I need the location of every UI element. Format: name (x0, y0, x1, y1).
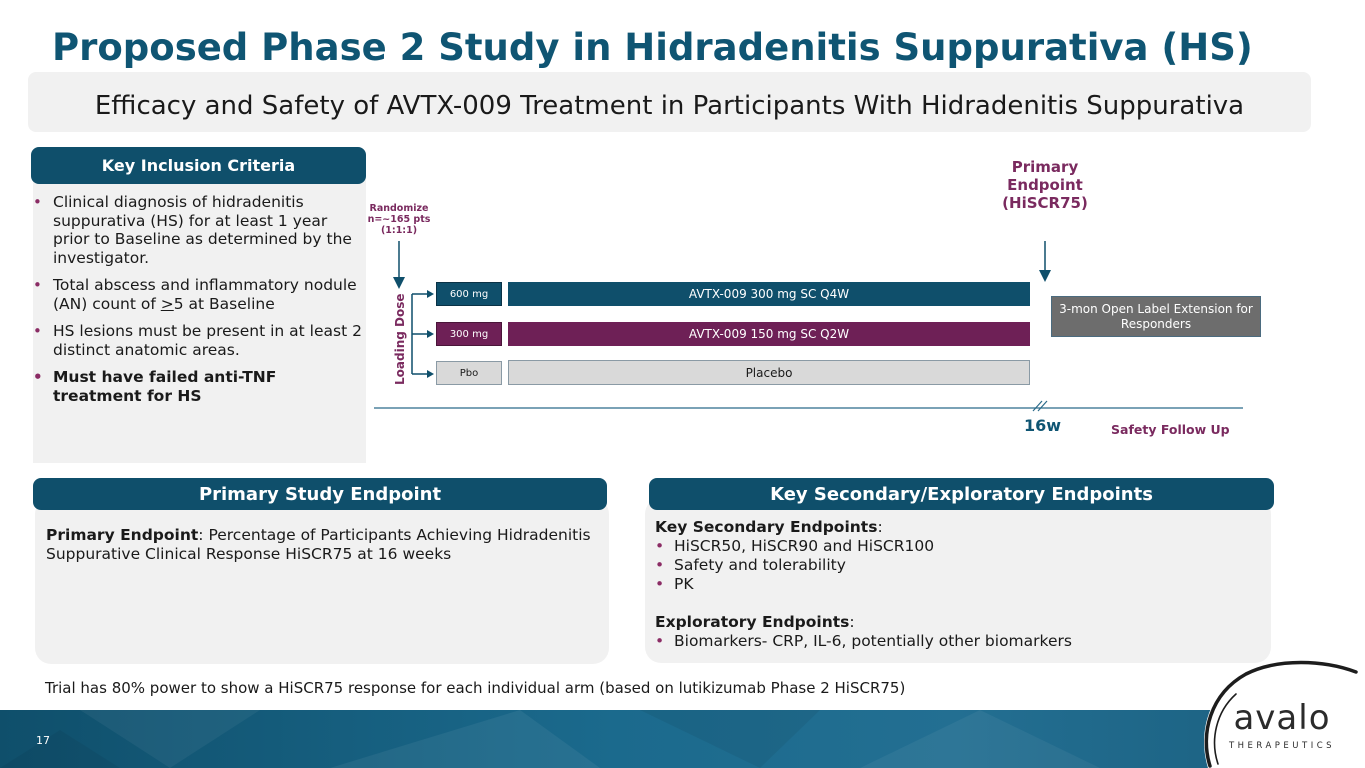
page-subtitle: Efficacy and Safety of AVTX-009 Treatment in Participants With Hidradenitis Suppurativa (94, 91, 1245, 121)
inclusion-item: • Total abscess and inflammatory nodule (AN) count of >5 at Baseline (33, 276, 366, 313)
safety-follow-up-label: Safety Follow Up (1111, 422, 1230, 437)
list-item: • Safety and tolerability (655, 556, 1255, 575)
list-item: • HiSCR50, HiSCR90 and HiSCR100 (655, 537, 1255, 556)
primary-endpoint-label: Primary Endpoint (HiSCR75) (1002, 158, 1088, 212)
loading-dose-label: Loading Dose (393, 293, 407, 385)
footer-band (0, 710, 1365, 768)
primary-endpoint-header: Primary Study Endpoint (33, 478, 607, 510)
exploratory-endpoints-label: Exploratory Endpoints (655, 613, 850, 631)
week-16-label: 16w (1024, 416, 1062, 435)
inclusion-item: • Must have failed anti-TNF treatment for HS (33, 368, 366, 405)
secondary-endpoints-list (655, 537, 1255, 594)
arm-bar-300mg-q4w: AVTX-009 300 mg SC Q4W (508, 282, 1030, 306)
inclusion-item: • Clinical diagnosis of hidradenitis suppurativa (HS) for at least 1 year prior to Baseline as determined by the investigator. (33, 193, 366, 267)
secondary-endpoints-content: Key Secondary Endpoints: • HiSCR50, HiSCR90 and HiSCR100 • Safety and tolerability • PK Exploratory Endpoints: • Biomarkers- CRP, IL-6, potentially other biomarkers (655, 518, 1255, 651)
footnote: Trial has 80% power to show a HiSCR75 response for each individual arm (based on lutikizumab Phase 2 HiSCR75) (45, 679, 906, 697)
secondary-endpoints-header: Key Secondary/Exploratory Endpoints (649, 478, 1274, 510)
gte-symbol: > (160, 294, 174, 313)
open-label-extension-box: 3-mon Open Label Extension for Responders (1051, 296, 1261, 337)
logo-wordmark: avalo (1233, 698, 1331, 738)
inclusion-item: • HS lesions must be present in at least 2 distinct anatomic areas. (33, 322, 366, 359)
arm-bar-150mg-q2w: AVTX-009 150 mg SC Q2W (508, 322, 1030, 346)
primary-endpoint-text: Primary Endpoint: Percentage of Participants Achieving Hidradenitis Suppurative Clinical Response HiSCR75 at 16 weeks (46, 526, 591, 563)
randomize-label: Randomize n=~165 pts (1:1:1) (367, 203, 431, 236)
inclusion-header: Key Inclusion Criteria (31, 147, 366, 184)
dose-box-placebo: Pbo (436, 361, 502, 385)
page-title: Proposed Phase 2 Study in Hidradenitis Suppurativa (HS) (52, 26, 1253, 69)
primary-endpoint-panel (35, 498, 609, 664)
arm-bar-placebo: Placebo (508, 360, 1030, 385)
exploratory-endpoints-list (655, 632, 1255, 651)
axis-break-mark (1038, 401, 1047, 411)
footer-pattern (0, 710, 1365, 768)
dose-box-300mg: 300 mg (436, 322, 502, 346)
axis-break-mark (1033, 401, 1042, 411)
page-number: 17 (36, 734, 50, 747)
list-item: • PK (655, 575, 1255, 594)
arms-bracket (412, 294, 428, 374)
arms-bracket-arrowheads (427, 290, 434, 378)
list-item: • Biomarkers- CRP, IL-6, potentially other biomarkers (655, 632, 1255, 651)
dose-box-600mg: 600 mg (436, 282, 502, 306)
logo-subtext: THERAPEUTICS (1228, 741, 1336, 751)
secondary-endpoints-label: Key Secondary Endpoints (655, 518, 878, 536)
